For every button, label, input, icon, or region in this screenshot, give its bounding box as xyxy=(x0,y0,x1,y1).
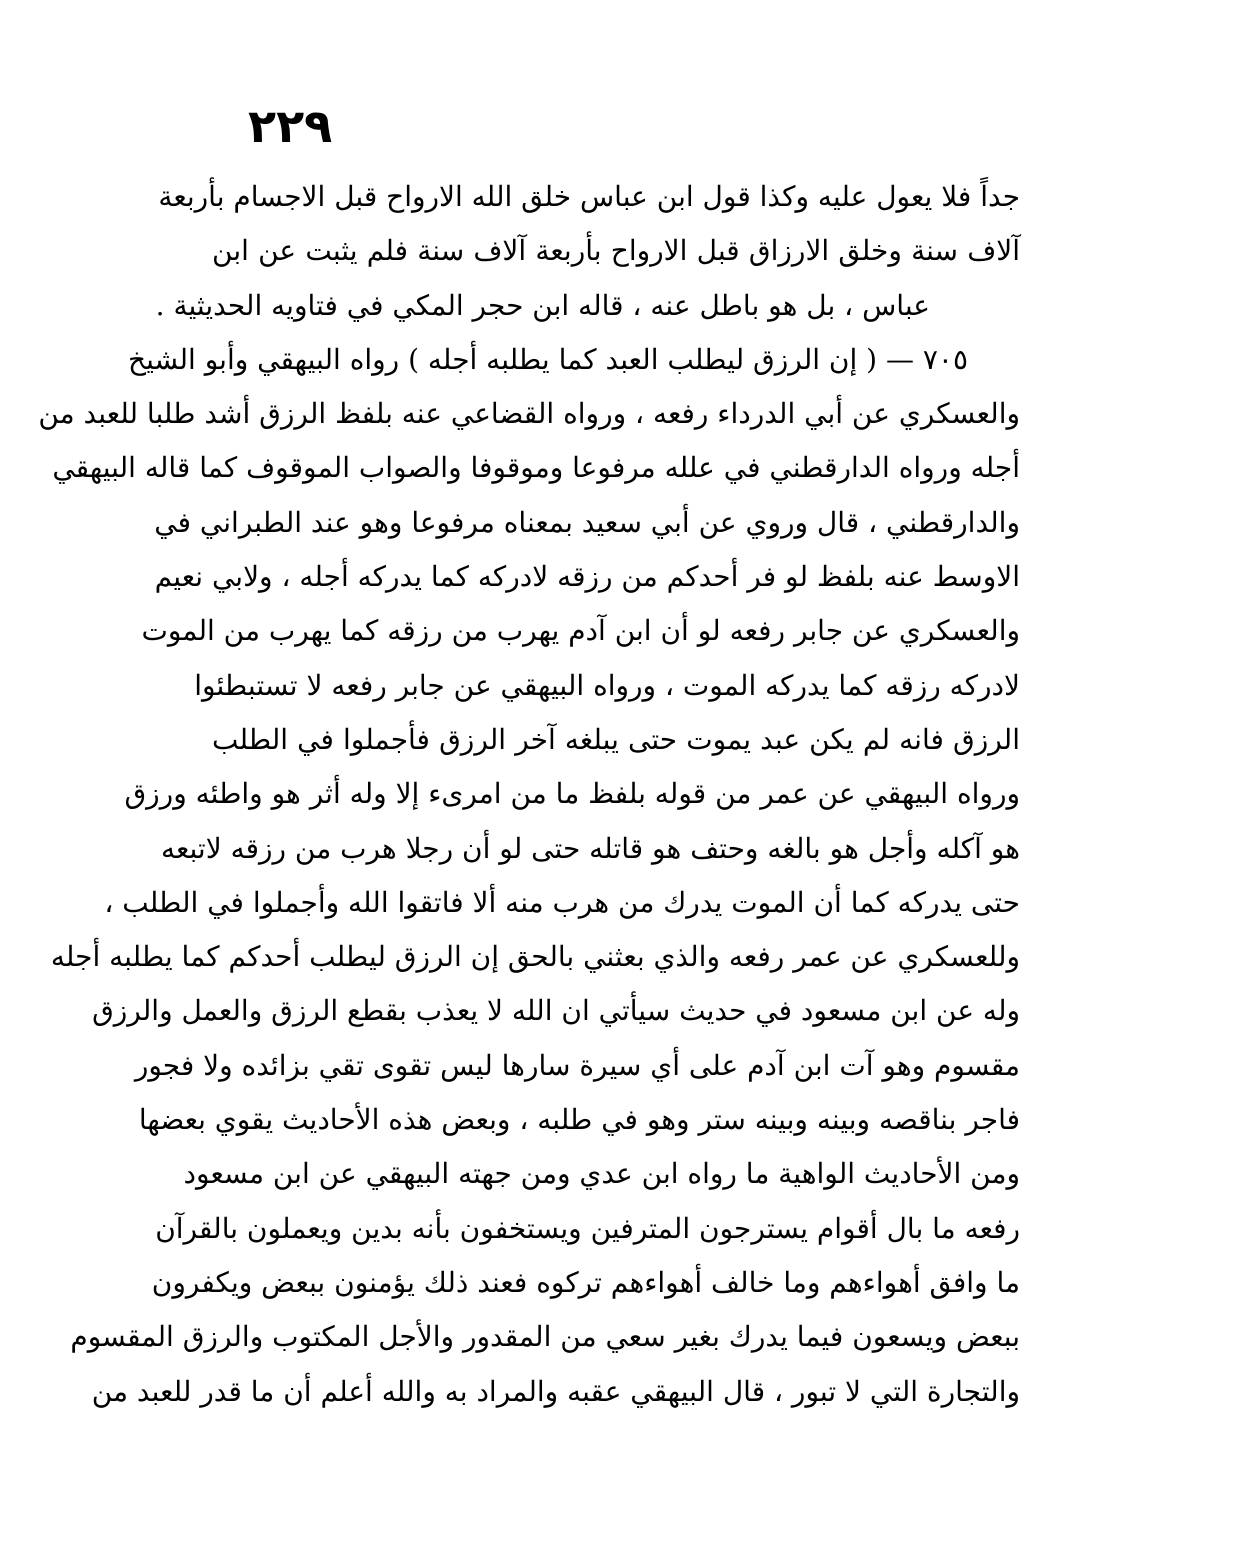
text-line: والتجارة التي لا تبور ، قال البيهقي عقبه والمراد به والله أعلم أن ما قدر للعبد من xyxy=(91,1374,1020,1408)
text-line: ٧٠٥ — ( إن الرزق ليطلب العبد كما يطلبه أجله ) رواه البيهقي وأبو الشيخ xyxy=(128,342,968,376)
text-line: الاوسط عنه بلفظ لو فر أحدكم من رزقه لادركه كما يدركه أجله ، ولابي نعيم xyxy=(154,560,1020,594)
text-line: ومن الأحاديث الواهية ما رواه ابن عدي ومن جهته البيهقي عن ابن مسعود xyxy=(183,1157,1020,1191)
body-text xyxy=(38,170,1020,1419)
text-line: فاجر بناقصه وبينه وبينه ستر وهو في طلبه ، وبعض هذه الأحاديث يقوي بعضها xyxy=(138,1103,1020,1137)
page-number: ٢٢٩ xyxy=(248,99,333,153)
text-line: والعسكري عن أبي الدرداء رفعه ، ورواه القضاعي عنه بلفظ الرزق أشد طلبا للعبد من xyxy=(38,397,1020,431)
text-line: والعسكري عن جابر رفعه لو أن ابن آدم يهرب من رزقه كما يهرب من الموت xyxy=(141,614,1020,648)
text-line: رفعه ما بال أقوام يسترجون المترفين ويستخفون بأنه بدين ويعملون بالقرآن xyxy=(155,1211,1020,1245)
text-line: لادركه رزقه كما يدركه الموت ، ورواه البيهقي عن جابر رفعه لا تستبطئوا xyxy=(194,668,1020,702)
text-line: وللعسكري عن عمر رفعه والذي بعثني بالحق إن الرزق ليطلب أحدكم كما يطلبه أجله xyxy=(50,940,1020,974)
text-line: ورواه البيهقي عن عمر من قوله بلفظ ما من امرىء إلا وله أثر هو واطئه ورزق xyxy=(124,777,1020,811)
text-line: حتى يدركه كما أن الموت يدرك من هرب منه ألا فاتقوا الله وأجملوا في الطلب ، xyxy=(104,885,1020,919)
text-line: مقسوم وهو آت ابن آدم على أي سيرة سارها ليس تقوى تقي بزائده ولا فجور xyxy=(134,1048,1020,1082)
text-line: عباس ، بل هو باطل عنه ، قاله ابن حجر المكي في فتاويه الحديثية . xyxy=(155,288,930,322)
text-line: والدارقطني ، قال وروي عن أبي سعيد بمعناه مرفوعا وهو عند الطبراني في xyxy=(154,505,1020,539)
text-line: هو آكله وأجل هو بالغه وحتف هو قاتله حتى لو أن رجلا هرب من رزقه لاتبعه xyxy=(160,831,1020,865)
text-line: وله عن ابن مسعود في حديث سيأتي ان الله لا يعذب بقطع الرزق والعمل والرزق xyxy=(92,994,1020,1028)
text-line: الرزق فانه لم يكن عبد يموت حتى يبلغه آخر الرزق فأجملوا في الطلب xyxy=(212,722,1020,756)
text-line: ببعض ويسعون فيما يدرك بغير سعي من المقدور والأجل المكتوب والرزق المقسوم xyxy=(70,1320,1020,1354)
text-line: آلاف سنة وخلق الارزاق قبل الارواح بأربعة آلاف سنة فلم يثبت عن ابن xyxy=(212,234,1020,268)
text-line: أجله ورواه الدارقطني في علله مرفوعا وموقوفا والصواب الموقوف كما قاله البيهقي xyxy=(52,451,1020,485)
text-line: ما وافق أهواءهم وما خالف أهواءهم تركوه فعند ذلك يؤمنون ببعض ويكفرون xyxy=(151,1265,1020,1299)
text-line: جداً فلا يعول عليه وكذا قول ابن عباس خلق الله الارواح قبل الاجسام بأربعة xyxy=(158,180,1020,213)
